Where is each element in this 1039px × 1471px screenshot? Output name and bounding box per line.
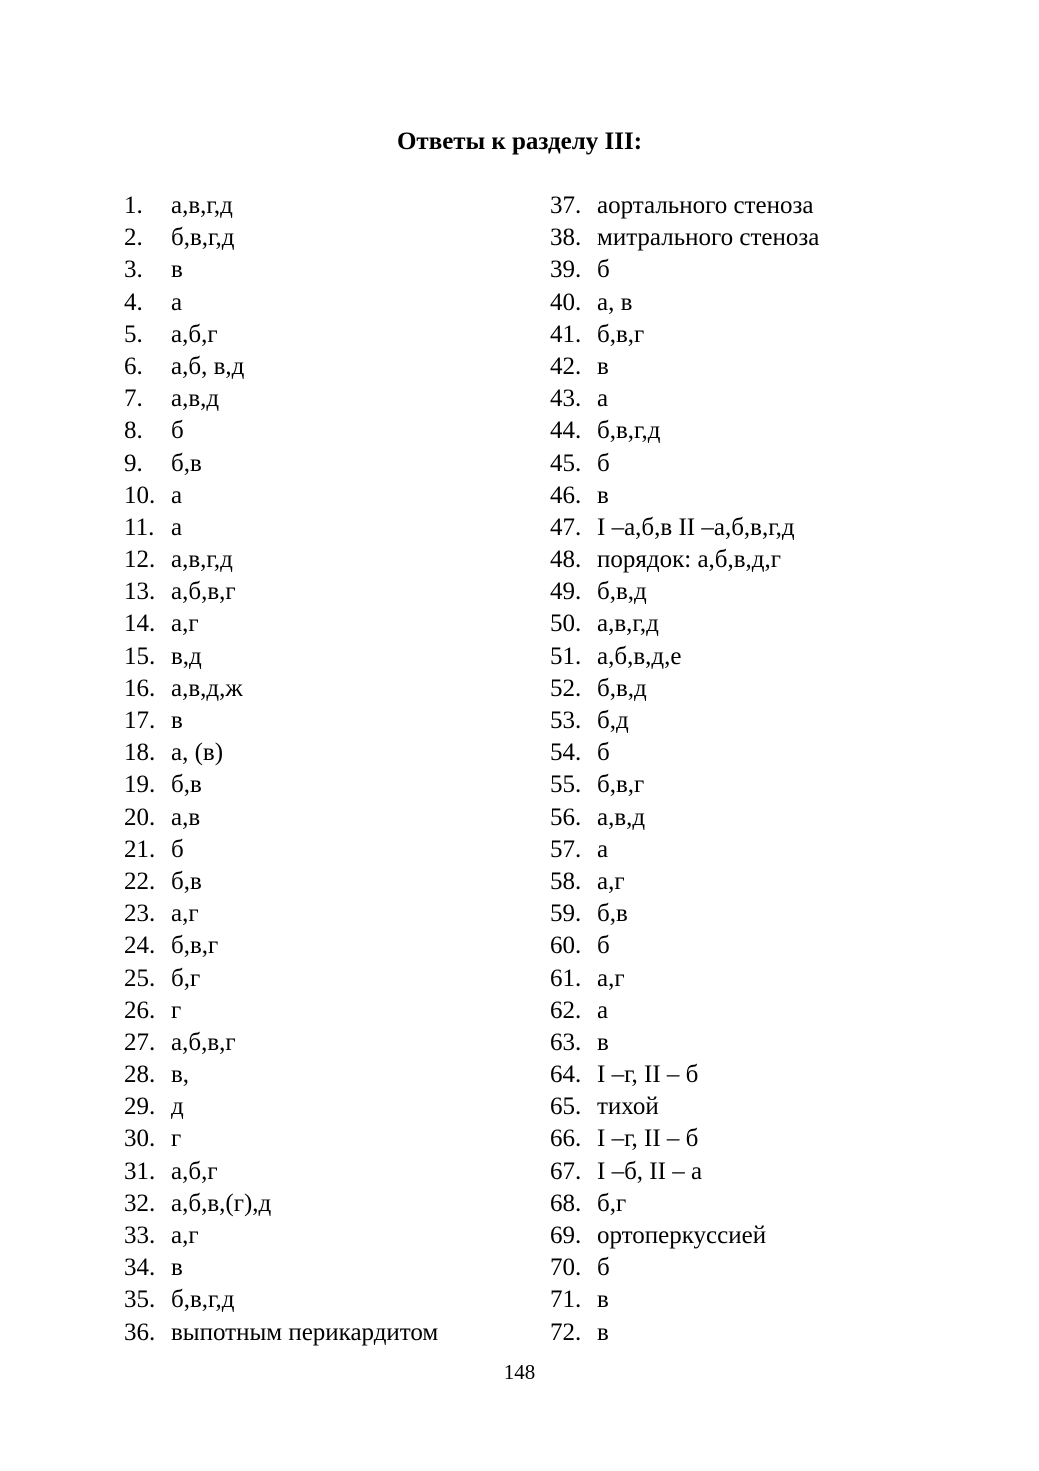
answer-item bbox=[124, 190, 524, 222]
answer-number: 18. bbox=[124, 739, 156, 767]
answer-number: 37. bbox=[550, 192, 582, 219]
answer-text: а,г bbox=[171, 1222, 199, 1249]
answer-text: I –г, II – б bbox=[597, 1125, 699, 1153]
answer-item bbox=[124, 1059, 524, 1091]
answer-text: в bbox=[597, 1286, 609, 1314]
answer-text: а,г bbox=[171, 610, 199, 638]
answer-item bbox=[124, 415, 524, 447]
answer-text: а,б, в,д bbox=[171, 352, 245, 380]
answer-number: 20. bbox=[124, 803, 156, 831]
answer-text: д bbox=[171, 1093, 184, 1121]
answer-number: 7. bbox=[124, 385, 143, 413]
answer-text: ортоперкуссией bbox=[597, 1222, 767, 1249]
answers-right-column bbox=[550, 190, 990, 1349]
answer-text: б,в bbox=[171, 771, 202, 799]
answer-item bbox=[550, 1220, 990, 1252]
answer-number: 62. bbox=[550, 996, 582, 1024]
answer-number: 3. bbox=[124, 256, 143, 284]
answer-number: 24. bbox=[124, 932, 156, 960]
answer-text: а,в bbox=[171, 803, 201, 831]
answer-text: а,б,в,д,е bbox=[597, 642, 682, 670]
answer-item bbox=[550, 963, 990, 995]
answer-text: а bbox=[171, 481, 183, 509]
answer-number: 5. bbox=[124, 320, 143, 348]
answer-number: 30. bbox=[124, 1125, 156, 1153]
answer-text: а,б,в,г bbox=[171, 1028, 236, 1056]
answer-item bbox=[124, 1027, 524, 1059]
answer-number: 51. bbox=[550, 642, 582, 670]
answer-number: 68. bbox=[550, 1189, 582, 1217]
answer-item bbox=[550, 190, 990, 222]
answer-number: 11. bbox=[124, 513, 155, 541]
answer-item bbox=[550, 383, 990, 415]
answer-text: б bbox=[597, 1254, 610, 1282]
answer-text: б,в bbox=[171, 867, 202, 895]
answer-text: а,г bbox=[597, 964, 625, 992]
answer-text: в bbox=[171, 707, 183, 734]
answer-text: а, (в) bbox=[171, 739, 224, 767]
answer-number: 44. bbox=[550, 417, 582, 445]
answer-number: 25. bbox=[124, 964, 156, 992]
answer-text: б bbox=[597, 256, 610, 284]
answer-text: а,в,д,ж bbox=[171, 674, 243, 702]
answer-text: I –а,б,в II –а,б,в,г,д bbox=[597, 513, 795, 541]
answer-text: а,г bbox=[597, 867, 625, 895]
answer-number: 21. bbox=[124, 835, 156, 863]
answer-number: 48. bbox=[550, 546, 582, 574]
answer-text: а,б,г bbox=[171, 1157, 218, 1185]
answer-text: а bbox=[597, 385, 609, 413]
answer-number: 13. bbox=[124, 578, 156, 606]
answer-text: в,д bbox=[171, 642, 202, 670]
answer-item bbox=[124, 705, 524, 737]
answer-text: б bbox=[597, 932, 610, 960]
answer-text: а,б,г bbox=[171, 320, 218, 348]
answer-text: б,в,г,д bbox=[171, 1286, 235, 1314]
answer-number: 1. bbox=[124, 192, 143, 219]
answer-item bbox=[550, 1317, 990, 1349]
answer-item bbox=[124, 1317, 524, 1349]
answer-number: 29. bbox=[124, 1093, 156, 1121]
answer-item bbox=[550, 608, 990, 640]
answer-text: выпотным перикардитом bbox=[171, 1318, 439, 1346]
answer-text: б bbox=[597, 739, 610, 767]
answer-number: 43. bbox=[550, 385, 582, 413]
answer-item bbox=[124, 1156, 524, 1188]
answer-number: 67. bbox=[550, 1157, 582, 1185]
answer-number: 19. bbox=[124, 771, 156, 799]
answer-text: в, bbox=[171, 1061, 190, 1089]
answer-number: 46. bbox=[550, 481, 582, 509]
answer-number: 69. bbox=[550, 1222, 582, 1249]
answer-text: а bbox=[597, 835, 609, 863]
answer-text: б,г bbox=[171, 964, 201, 992]
answer-text: в bbox=[171, 1254, 183, 1282]
answer-number: 58. bbox=[550, 867, 582, 895]
answer-item bbox=[550, 544, 990, 576]
answer-text: а bbox=[171, 513, 183, 541]
answer-number: 65. bbox=[550, 1093, 582, 1121]
answer-item bbox=[124, 834, 524, 866]
answer-item bbox=[124, 866, 524, 898]
answer-item bbox=[124, 254, 524, 286]
answer-number: 4. bbox=[124, 288, 143, 316]
answer-item bbox=[124, 802, 524, 834]
answer-number: 70. bbox=[550, 1254, 582, 1282]
answer-item bbox=[124, 963, 524, 995]
answer-item bbox=[124, 1091, 524, 1123]
answer-number: 38. bbox=[550, 224, 582, 252]
answer-number: 2. bbox=[124, 224, 143, 252]
answer-number: 41. bbox=[550, 320, 582, 348]
answer-item bbox=[124, 769, 524, 801]
answer-text: порядок: а,б,в,д,г bbox=[597, 546, 782, 574]
answer-number: 39. bbox=[550, 256, 582, 284]
answer-item bbox=[550, 995, 990, 1027]
answer-number: 45. bbox=[550, 449, 582, 477]
answer-text: б,в,д bbox=[597, 674, 647, 702]
answer-item bbox=[550, 1252, 990, 1284]
answer-item bbox=[550, 222, 990, 254]
answer-text: б,г bbox=[597, 1189, 627, 1217]
answer-item bbox=[550, 1156, 990, 1188]
answer-item bbox=[550, 1059, 990, 1091]
answer-number: 57. bbox=[550, 835, 582, 863]
answer-number: 66. bbox=[550, 1125, 582, 1153]
answer-item bbox=[124, 1284, 524, 1316]
answer-number: 23. bbox=[124, 900, 156, 928]
answer-item bbox=[550, 576, 990, 608]
answer-item bbox=[550, 737, 990, 769]
answer-item bbox=[550, 1091, 990, 1123]
answer-text: I –г, II – б bbox=[597, 1061, 699, 1089]
answer-item bbox=[124, 448, 524, 480]
answer-number: 27. bbox=[124, 1028, 156, 1056]
answer-item bbox=[550, 641, 990, 673]
answer-text: а,в,г,д bbox=[171, 546, 233, 574]
answer-number: 56. bbox=[550, 803, 582, 831]
answer-item bbox=[124, 1220, 524, 1252]
answer-number: 35. bbox=[124, 1286, 156, 1314]
answers-left-column bbox=[124, 190, 524, 1349]
answer-item bbox=[550, 1027, 990, 1059]
answer-number: 42. bbox=[550, 352, 582, 380]
answer-item bbox=[124, 1123, 524, 1155]
answer-item bbox=[550, 1123, 990, 1155]
answer-text: б,в,г,д bbox=[597, 417, 661, 445]
answer-number: 31. bbox=[124, 1157, 156, 1185]
answer-item bbox=[550, 512, 990, 544]
answer-item bbox=[124, 737, 524, 769]
answer-item bbox=[124, 608, 524, 640]
answer-text: б,д bbox=[597, 707, 629, 734]
answer-text: а,г bbox=[171, 900, 199, 928]
answer-item bbox=[124, 1188, 524, 1220]
answer-item bbox=[550, 705, 990, 737]
answer-number: 59. bbox=[550, 900, 582, 928]
answer-text: в bbox=[597, 1318, 609, 1346]
answer-text: а bbox=[171, 288, 183, 316]
page-number: 148 bbox=[503, 1360, 536, 1384]
answer-number: 61. bbox=[550, 964, 582, 992]
answer-number: 16. bbox=[124, 674, 156, 702]
answer-text: митрального стеноза bbox=[597, 224, 820, 252]
answer-item bbox=[124, 995, 524, 1027]
answer-number: 9. bbox=[124, 449, 143, 477]
answer-number: 54. bbox=[550, 739, 582, 767]
answer-item bbox=[124, 222, 524, 254]
answer-item bbox=[124, 576, 524, 608]
answer-item bbox=[124, 383, 524, 415]
answer-item bbox=[550, 930, 990, 962]
answer-number: 71. bbox=[550, 1286, 582, 1314]
page-title: Ответы к разделу III: bbox=[396, 128, 643, 155]
answer-item bbox=[124, 319, 524, 351]
answer-item bbox=[550, 480, 990, 512]
answer-number: 14. bbox=[124, 610, 156, 638]
answer-text: г bbox=[171, 1125, 182, 1153]
answer-number: 34. bbox=[124, 1254, 156, 1282]
answer-text: в bbox=[597, 1028, 609, 1056]
answer-number: 26. bbox=[124, 996, 156, 1024]
answer-text: а,в,д bbox=[597, 803, 646, 831]
answer-number: 33. bbox=[124, 1222, 156, 1249]
answer-item bbox=[124, 351, 524, 383]
answer-text: тихой bbox=[597, 1093, 659, 1121]
answer-number: 8. bbox=[124, 417, 143, 445]
answer-text: б bbox=[597, 449, 610, 477]
answer-item bbox=[550, 448, 990, 480]
answer-number: 10. bbox=[124, 481, 156, 509]
answer-item bbox=[550, 898, 990, 930]
answer-item bbox=[550, 1284, 990, 1316]
answer-number: 22. bbox=[124, 867, 156, 895]
answer-number: 64. bbox=[550, 1061, 582, 1089]
answer-item bbox=[550, 287, 990, 319]
answer-item bbox=[124, 641, 524, 673]
answer-text: б,в bbox=[171, 449, 202, 477]
answer-item bbox=[124, 673, 524, 705]
answer-number: 60. bbox=[550, 932, 582, 960]
answer-number: 53. bbox=[550, 707, 582, 734]
answer-text: а,б,в,(г),д bbox=[171, 1189, 272, 1217]
answer-text: б bbox=[171, 417, 184, 445]
answer-item bbox=[550, 415, 990, 447]
answer-text: б,в,д bbox=[597, 578, 647, 606]
answer-text: а, в bbox=[597, 288, 633, 316]
answer-text: в bbox=[597, 352, 609, 380]
answer-text: а,в,г,д bbox=[597, 610, 659, 638]
answer-item bbox=[124, 480, 524, 512]
answer-number: 28. bbox=[124, 1061, 156, 1089]
answer-number: 52. bbox=[550, 674, 582, 702]
answer-item bbox=[124, 1252, 524, 1284]
answer-item bbox=[124, 544, 524, 576]
answer-number: 49. bbox=[550, 578, 582, 606]
answer-number: 50. bbox=[550, 610, 582, 638]
answer-number: 72. bbox=[550, 1318, 582, 1346]
answer-text: б,в,г,д bbox=[171, 224, 235, 252]
answer-item bbox=[550, 802, 990, 834]
answer-text: б,в,г bbox=[597, 771, 645, 799]
answer-text: б,в,г bbox=[171, 932, 219, 960]
answer-item bbox=[124, 287, 524, 319]
answer-number: 36. bbox=[124, 1318, 156, 1346]
answer-item bbox=[124, 898, 524, 930]
answer-text: в bbox=[171, 256, 183, 284]
answer-text: б,в bbox=[597, 900, 628, 928]
answer-text: а,в,г,д bbox=[171, 192, 233, 219]
answer-text: а,в,д bbox=[171, 385, 220, 413]
answer-text: г bbox=[171, 996, 182, 1024]
answer-text: б bbox=[171, 835, 184, 863]
answer-number: 55. bbox=[550, 771, 582, 799]
answer-item bbox=[550, 769, 990, 801]
answer-number: 6. bbox=[124, 352, 143, 380]
answer-number: 17. bbox=[124, 707, 156, 734]
answer-item bbox=[550, 834, 990, 866]
answer-item bbox=[550, 866, 990, 898]
answer-text: аортального стеноза bbox=[597, 192, 814, 219]
answer-text: а bbox=[597, 996, 609, 1024]
answer-number: 47. bbox=[550, 513, 582, 541]
answer-number: 63. bbox=[550, 1028, 582, 1056]
answer-item bbox=[550, 673, 990, 705]
answer-text: в bbox=[597, 481, 609, 509]
answer-text: б,в,г bbox=[597, 320, 645, 348]
answer-item bbox=[550, 319, 990, 351]
answer-item bbox=[550, 254, 990, 286]
answer-item bbox=[550, 1188, 990, 1220]
answer-number: 32. bbox=[124, 1189, 156, 1217]
answer-text: а,б,в,г bbox=[171, 578, 236, 606]
answer-text: I –б, II – а bbox=[597, 1157, 703, 1185]
answer-number: 40. bbox=[550, 288, 582, 316]
answer-number: 12. bbox=[124, 546, 156, 574]
answer-item bbox=[124, 512, 524, 544]
answer-number: 15. bbox=[124, 642, 156, 670]
answer-item bbox=[124, 930, 524, 962]
answer-item bbox=[550, 351, 990, 383]
